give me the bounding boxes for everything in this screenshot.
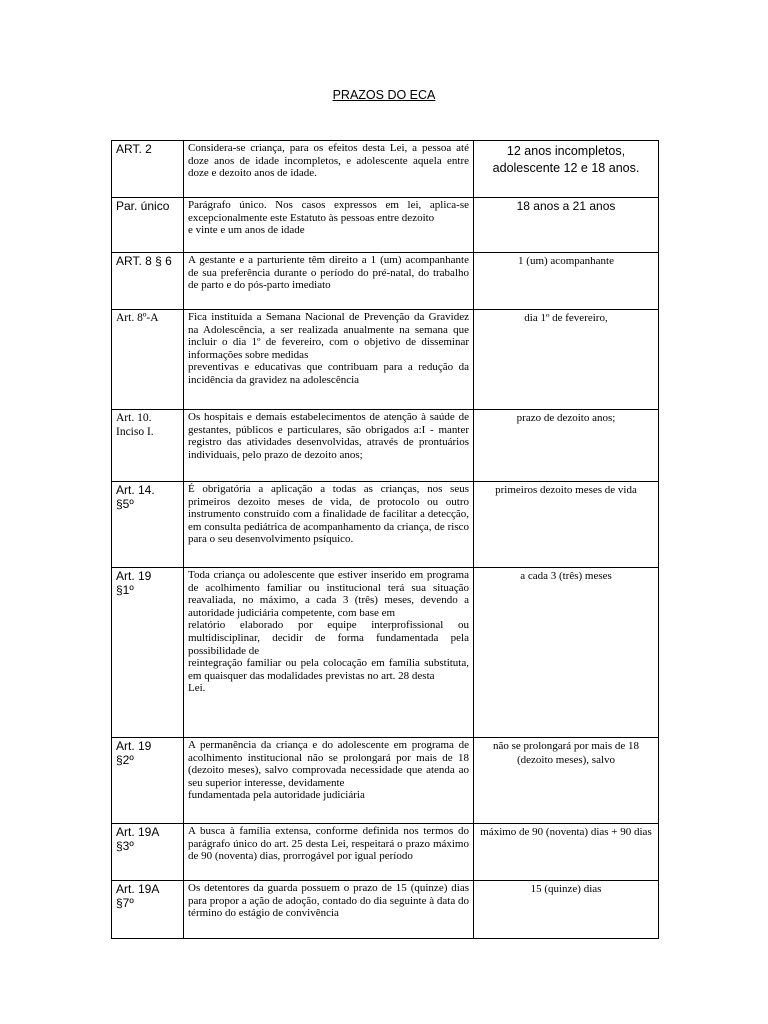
text-cell: Os hospitais e demais estabelecimentos de atenção à saúde de gestantes, públicos e particulares, são obrigados a:I - manter registro das atividades desenvolvidas, através de prontuários individuais, pelo prazo de dezoito anos;: [184, 410, 474, 482]
text-cell: Parágrafo único. Nos casos expressos em lei, aplica-se excepcionalmente este Estatuto às pessoas entre dezoito e vinte e um anos de idade: [184, 198, 474, 253]
table-row: [112, 253, 659, 310]
table-row: [112, 738, 659, 824]
article-cell: Art. 8º-A: [112, 310, 184, 410]
text-cell: É obrigatória a aplicação a todas as crianças, nos seus primeiros dezoito meses de vida, de protocolo ou outro instrumento construído com a finalidade de facilitar a detecção, em consulta pediátrica de acompanhamento da criança, de risco para o seu desenvolvimento psíquico.: [184, 482, 474, 568]
article-cell: Art. 19 §2º: [112, 738, 184, 824]
table-row: [112, 198, 659, 253]
text-cell: Os detentores da guarda possuem o prazo de 15 (quinze) dias para propor a ação de adoção, contado do dia seguinte à data do término do estágio de convivência: [184, 881, 474, 939]
article-cell: Art. 19A §3º: [112, 824, 184, 881]
article-cell: Art. 14. §5º: [112, 482, 184, 568]
article-cell: Art. 19A §7º: [112, 881, 184, 939]
text-cell: Toda criança ou adolescente que estiver inserido em programa de acolhimento familiar ou institucional terá sua situação reavaliada, no máximo, a cada 3 (três) meses, devendo a autoridade judiciária competente, com base em relatório elaborado por equipe interprofissional ou multidisciplinar, decidir de forma fundamentada pela possibilidade de reintegração familiar ou pela colocação em família substituta, em quaisquer das modalidades previstas no art. 28 desta Lei.: [184, 568, 474, 738]
table-row: [112, 482, 659, 568]
deadline-cell: 12 anos incompletos, adolescente 12 e 18 anos.: [474, 141, 659, 198]
table-row: [112, 141, 659, 198]
deadline-cell: primeiros dezoito meses de vida: [474, 482, 659, 568]
deadline-cell: não se prolongará por mais de 18 (dezoito meses), salvo: [474, 738, 659, 824]
table-row: [112, 824, 659, 881]
deadline-cell: máximo de 90 (noventa) dias + 90 dias: [474, 824, 659, 881]
article-cell: ART. 2: [112, 141, 184, 198]
page-title: PRAZOS DO ECA: [332, 88, 436, 102]
table-row: [112, 310, 659, 410]
text-cell: A gestante e a parturiente têm direito a 1 (um) acompanhante de sua preferência durante o período do pré-natal, do trabalho de parto e do pós-parto imediato: [184, 253, 474, 310]
table-row: [112, 881, 659, 939]
prazos-table: [111, 140, 659, 939]
deadline-cell: a cada 3 (três) meses: [474, 568, 659, 738]
table-row: [112, 410, 659, 482]
text-cell: A permanência da criança e do adolescente em programa de acolhimento institucional não se prolongará por mais de 18 (dezoito meses), salvo comprovada necessidade que atenda ao seu superior interesse, devidamente fundamentada pela autoridade judiciária: [184, 738, 474, 824]
deadline-cell: prazo de dezoito anos;: [474, 410, 659, 482]
deadline-cell: 1 (um) acompanhante: [474, 253, 659, 310]
article-cell: Par. único: [112, 198, 184, 253]
deadline-cell: 18 anos a 21 anos: [474, 198, 659, 253]
text-cell: A busca à família extensa, conforme definida nos termos do parágrafo único do art. 25 desta Lei, respeitará o prazo máximo de 90 (noventa) dias, prorrogável por igual período: [184, 824, 474, 881]
deadline-cell: 15 (quinze) dias: [474, 881, 659, 939]
article-cell: Art. 19 §1º: [112, 568, 184, 738]
text-cell: Considera-se criança, para os efeitos desta Lei, a pessoa até doze anos de idade incompletos, e adolescente aquela entre doze e dezoito anos de idade.: [184, 141, 474, 198]
deadline-cell: dia 1º de fevereiro,: [474, 310, 659, 410]
table-row: [112, 568, 659, 738]
text-cell: Fica instituída a Semana Nacional de Prevenção da Gravidez na Adolescência, a ser realizada anualmente na semana que incluir o dia 1º de fevereiro, com o objetivo de disseminar informações sobre medidas preventivas e educativas que contribuam para a redução da incidência da gravidez na adolescência: [184, 310, 474, 410]
article-cell: ART. 8 § 6: [112, 253, 184, 310]
article-cell: Art. 10. Inciso I.: [112, 410, 184, 482]
